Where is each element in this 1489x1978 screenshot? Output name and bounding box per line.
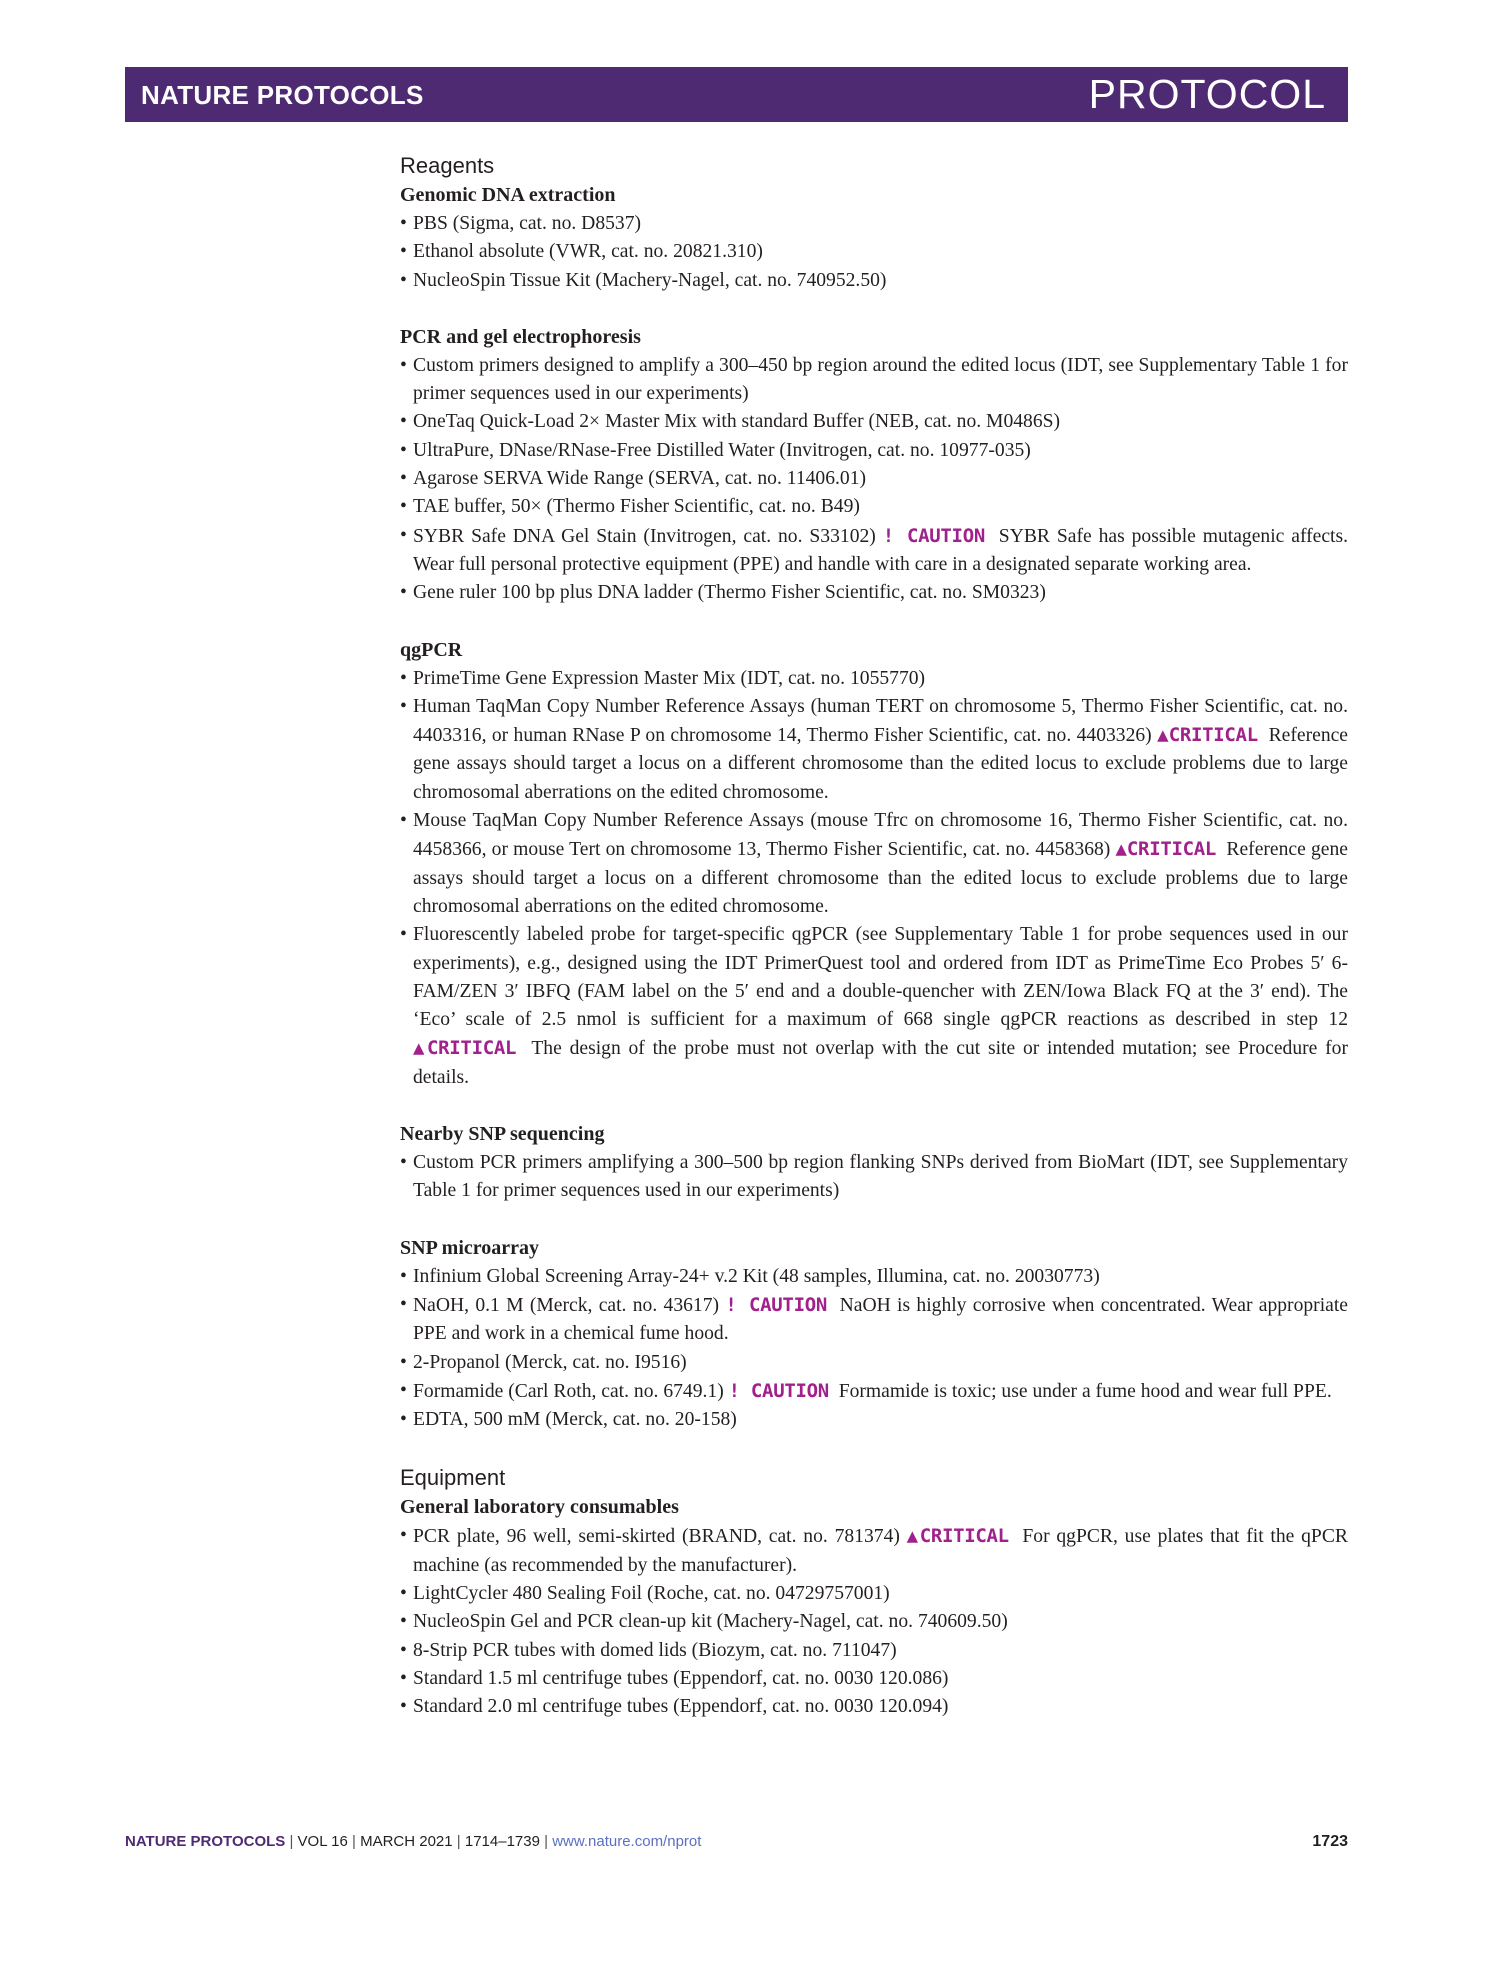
page-footer: NATURE PROTOCOLS | VOL 16 | MARCH 2021 | 1714–1739 | www.nature.com/nprot 1723 [125, 1833, 1348, 1850]
critical-note: Reference gene assays should target a locus on a different chromosome than the edited locus to exclude problems due to large chromosomal aberrations on the edited chromosome. [413, 725, 1349, 803]
list-item [400, 693, 1348, 807]
snp-microarray-list [400, 1263, 1348, 1435]
list-item: • EDTA, 500 mM (Merck, cat. no. 20-158) [400, 1406, 1348, 1434]
list-item: • PrimeTime Gene Expression Master Mix (IDT, cat. no. 1055770) [400, 665, 1348, 693]
item-text: Formamide (Carl Roth, cat. no. 6749.1) [413, 1380, 724, 1402]
list-item: • OneTaq Quick-Load 2× Master Mix with standard Buffer (NEB, cat. no. M0486S) [400, 408, 1348, 436]
footer-journal: NATURE PROTOCOLS [125, 1833, 286, 1850]
journal-name: NATURE PROTOCOLS [141, 80, 424, 110]
pcr-gel-list [400, 352, 1348, 608]
general-consumables-list [400, 1522, 1348, 1721]
list-item [400, 1291, 1348, 1349]
item-text: NaOH, 0.1 M (Merck, cat. no. 43617) [413, 1294, 720, 1316]
critical-note: For qgPCR, use plates that fit the qPCR machine (as recommended by the manufacturer). [413, 1526, 1348, 1576]
list-item [400, 921, 1348, 1092]
list-item: • NucleoSpin Gel and PCR clean-up kit (Machery-Nagel, cat. no. 740609.50) [400, 1608, 1348, 1636]
caution-note: Formamide is toxic; use under a fume hood and wear full PPE. [838, 1380, 1332, 1402]
genomic-dna-list [400, 210, 1348, 295]
list-item: • TAE buffer, 50× (Thermo Fisher Scientific, cat. no. B49) [400, 493, 1348, 521]
critical-flag: ▲CRITICAL [906, 1525, 1009, 1548]
caution-flag: ! CAUTION [728, 1379, 829, 1402]
item-text: Fluorescently labeled probe for target-specific qgPCR (see Supplementary Table 1 for probe sequences used in our experiments), e.g., designed using the IDT PrimerQuest tool and ordered from IDT as PrimeTime Eco Probes 5′ 6-FAM/ZEN 3′ IBFQ (FAM label on the 5′ end and a double-quencher with ZEN/Iowa Black FQ at the 3′ end). The ‘Eco’ scale of 2.5 nmol is sufficient for a maximum of 668 single qgPCR reactions as described in step 12 [413, 924, 1348, 1031]
snp-sequencing-heading: Nearby SNP sequencing [400, 1123, 605, 1146]
caution-flag: ! CAUTION [725, 1293, 827, 1316]
list-item: • UltraPure, DNase/RNase-Free Distilled Water (Invitrogen, cat. no. 10977-035) [400, 437, 1348, 465]
equipment-heading: Equipment [400, 1465, 506, 1491]
list-item: • Custom PCR primers amplifying a 300–500 bp region flanking SNPs derived from BioMart (IDT, see Supplementary Table 1 for primer sequences used in our experiments) [400, 1149, 1348, 1206]
list-item [400, 1377, 1348, 1406]
footer-pages: 1714–1739 [464, 1833, 540, 1850]
qgpcr-list [400, 665, 1348, 1092]
critical-flag: ▲CRITICAL [413, 1037, 517, 1060]
main-content [400, 150, 1348, 1721]
footer-date: MARCH 2021 [360, 1833, 453, 1850]
page-number: 1723 [1312, 1833, 1348, 1850]
item-text: SYBR Safe DNA Gel Stain (Invitrogen, cat. no. S33102) [413, 525, 876, 547]
critical-flag: ▲CRITICAL [1157, 724, 1258, 747]
list-item: • LightCycler 480 Sealing Foil (Roche, cat. no. 04729757001) [400, 1580, 1348, 1608]
list-item [400, 522, 1348, 580]
list-item: • PBS (Sigma, cat. no. D8537) [400, 210, 1348, 238]
list-item [400, 807, 1348, 921]
item-text: Mouse TaqMan Copy Number Reference Assays (mouse Tfrc on chromosome 16, Thermo Fisher Scientific, cat. no. 4458366, or mouse Tert on chromosome 13, Thermo Fisher Scientific, cat. no. 4458368) [413, 810, 1348, 861]
header-bar [125, 67, 1348, 122]
list-item: • Custom primers designed to amplify a 300–450 bp region around the edited locus (IDT, see Supplementary Table 1 for primer sequences used in our experiments) [400, 352, 1348, 409]
list-item: • Gene ruler 100 bp plus DNA ladder (Thermo Fisher Scientific, cat. no. SM0323) [400, 579, 1348, 607]
list-item: • 8-Strip PCR tubes with domed lids (Biozym, cat. no. 711047) [400, 1637, 1348, 1665]
snp-sequencing-list [400, 1149, 1348, 1206]
list-item: • Standard 2.0 ml centrifuge tubes (Eppendorf, cat. no. 0030 120.094) [400, 1693, 1348, 1721]
genomic-dna-heading: Genomic DNA extraction [400, 184, 616, 206]
item-text: PCR plate, 96 well, semi-skirted (BRAND, cat. no. 781374) [413, 1526, 900, 1548]
general-consumables-heading: General laboratory consumables [400, 1496, 679, 1519]
critical-note: The design of the probe must not overlap with the cut site or intended mutation; see Procedure for details. [413, 1038, 1348, 1088]
pcr-gel-heading: PCR and gel electrophoresis [400, 325, 641, 348]
critical-note: Reference gene assays should target a locus on a different chromosome than the edited locus to exclude problems due to large chromosomal aberrations on the edited chromosome. [413, 839, 1348, 917]
caution-note: SYBR Safe has possible mutagenic affects. Wear full personal protective equipment (PPE) and handle with care in a designated separate working area. [413, 525, 1348, 575]
caution-note: NaOH is highly corrosive when concentrated. Wear appropriate PPE and work in a chemical fume hood. [413, 1294, 1348, 1345]
list-item: • Agarose SERVA Wide Range (SERVA, cat. no. 11406.01) [400, 465, 1348, 493]
item-text: Human TaqMan Copy Number Reference Assays (human TERT on chromosome 5, Thermo Fisher Scientific, cat. no. 4403316, or human RNase P on chromosome 14, Thermo Fisher Scientific, cat. no. 4403326) [413, 695, 1348, 747]
caution-flag: ! CAUTION [882, 524, 985, 547]
footer-volume: VOL 16 [297, 1833, 348, 1850]
list-item: • Infinium Global Screening Array-24+ v.2 Kit (48 samples, Illumina, cat. no. 20030773) [400, 1263, 1348, 1291]
list-item: • 2-Propanol (Merck, cat. no. I9516) [400, 1349, 1348, 1377]
list-item: • Standard 1.5 ml centrifuge tubes (Eppendorf, cat. no. 0030 120.086) [400, 1665, 1348, 1693]
reagents-heading: Reagents [400, 153, 495, 178]
footer-url-link[interactable]: www.nature.com/nprot [552, 1833, 702, 1850]
list-item: • Ethanol absolute (VWR, cat. no. 20821.310) [400, 238, 1348, 266]
snp-microarray-heading: SNP microarray [400, 1236, 540, 1259]
list-item: • NucleoSpin Tissue Kit (Machery-Nagel, cat. no. 740952.50) [400, 267, 1348, 295]
qgpcr-heading: qgPCR [400, 638, 463, 661]
list-item [400, 1522, 1348, 1580]
article-type: PROTOCOL [1088, 71, 1326, 117]
critical-flag: ▲CRITICAL [1115, 838, 1217, 861]
